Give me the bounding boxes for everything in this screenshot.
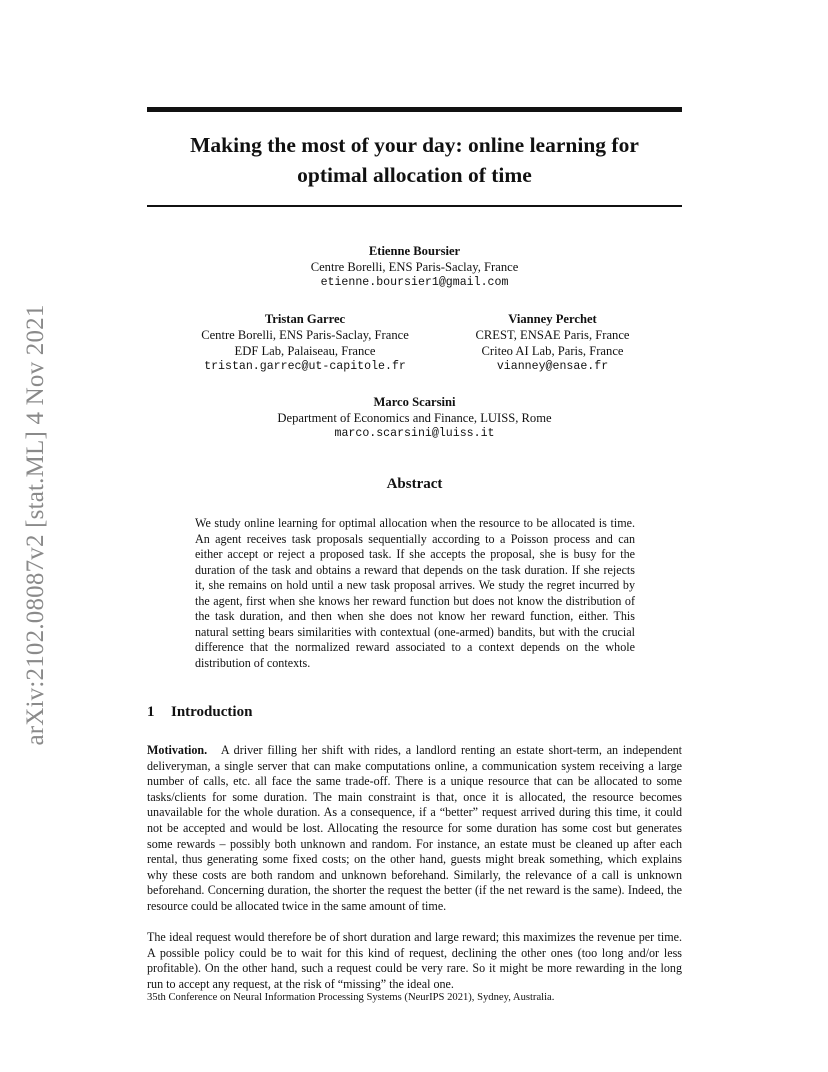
author-scarsini [147,394,682,442]
author-email: etienne.boursier1@gmail.com [320,276,509,289]
author-affiliation: Centre Borelli, ENS Paris-Saclay, France [201,328,409,342]
section-title: Introduction [171,704,253,720]
abstract-text: We study online learning for optimal allocation when the resource to be allocated is time. An agent receives task proposals sequentially according to a Poisson process and can either accept or reject a proposed task. If she accepts the proposal, she is busy for the duration of the task and obtains a reward that depends on the task duration. If she rejects it, she remains on hold until a new task proposal arrives. We study the regret incurred by the agent, first when she knows her reward function but does not know the distribution of the task duration, and then when she does not know her reward function, either. This natural setting bears similarities with contextual (one-armed) bandits, but with the crucial difference that the normalized reward associated to a context depends on the whole distribution of contexts. [195,516,635,670]
author-garrec [180,311,430,375]
author-name: Etienne Boursier [368,244,461,258]
author-affiliation: Criteo AI Lab, Paris, France [481,344,624,358]
abstract-heading: Abstract [386,476,443,492]
author-perchet [440,311,665,375]
author-boursier [147,243,682,291]
author-name: Vianney Perchet [508,312,597,326]
section-heading-introduction [147,704,682,721]
author-affiliation: EDF Lab, Palaiseau, France [234,344,376,358]
paragraph-body: A driver filling her shift with rides, a landlord renting an estate short-term, an independent deliveryman, a single server that can make computations online, a communication system receiving a large number of calls, etc. all face the same trade-off. There is a unique resource that can be allocated to some tasks/clients for some duration. The main constraint is that, once it is allocated, the resource becomes unavailable for the whole duration. As a consequence, if a “better” request arrived during this time, it could not be accepted and would be lost. Allocating the resource for some duration has some cost but generates some rewards – possibly both unknown and random. For instance, an estate must be cleaned up after each rental, thus generating some fixed costs; on the other hand, guests might break something, which explains why these costs are both random and unknown beforehand. Similarly, the relevance of a call is unknown beforehand. Concerning duration, the shorter the request the better (if the net reward is the same). Indeed, the resource could be allocated twice in the same amount of time. [147,743,682,913]
title-line-2: optimal allocation of time [297,163,532,187]
section-number: 1 [147,704,155,720]
author-affiliation: CREST, ENSAE Paris, France [475,328,630,342]
title-rule-top [147,107,682,112]
author-email: vianney@ensae.fr [496,360,609,373]
paragraph-lead: Motivation. [147,743,208,757]
author-affiliation: Department of Economics and Finance, LUISS, Rome [277,411,552,425]
title-line-1: Making the most of your day: online learning for [190,133,639,157]
paper-title [147,130,682,190]
author-name: Tristan Garrec [264,312,346,326]
paragraph-ideal-request: The ideal request would therefore be of short duration and large reward; this maximizes the revenue per time. A possible policy could be to wait for this kind of request, declining the other ones (too long and/or less profitable). On the other hand, such a request could be very rare. So it might be more rewarding in the long run to accept any request, at the risk of “missing” the ideal one. [147,930,682,991]
paragraph-motivation [147,743,682,915]
title-rule-bottom [147,205,682,207]
arxiv-identifier: arXiv:2102.08087v2 [stat.ML] 4 Nov 2021 [22,304,49,746]
author-email: marco.scarsini@luiss.it [334,427,495,440]
conference-footnote: 35th Conference on Neural Information Processing Systems (NeurIPS 2021), Sydney, Australia. [147,992,555,1003]
author-email: tristan.garrec@ut-capitole.fr [204,360,406,373]
author-name: Marco Scarsini [373,395,456,409]
author-affiliation: Centre Borelli, ENS Paris-Saclay, France [310,260,519,274]
